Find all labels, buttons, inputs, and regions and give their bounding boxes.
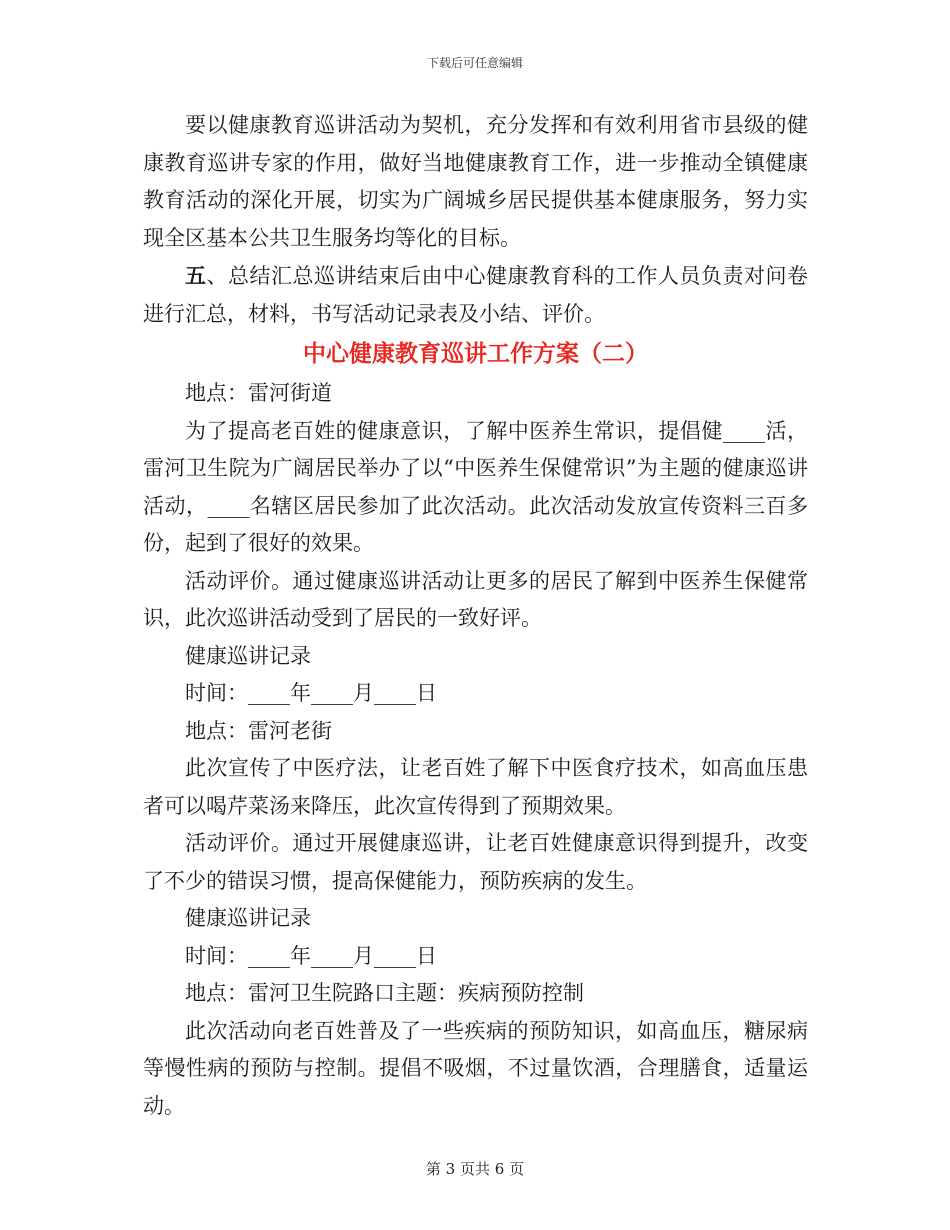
page-footer: 第 3 页共 6 页	[425, 1160, 525, 1178]
paragraph: 此次宣传了中医疗法，让老百姓了解下中医食疗技术，如高血压患者可以喝芹菜汤来降压，此次宣传得到了预期效果。	[143, 756, 808, 818]
paragraph: 要以健康教育巡讲活动为契机，充分发挥和有效利用省市县级的健康教育巡讲专家的作用，做好当地健康教育工作，进一步推动全镇健康教育活动的深化开展，切实为广阔城乡居民提供基本健康服务，努力实现全区基本公共卫生服务均等化的目标。	[143, 113, 808, 250]
section-five-paragraph	[143, 257, 808, 333]
section-title: 中心健康教育巡讲工作方案（二）	[303, 340, 648, 367]
location-line: 地点：雷河老街	[185, 718, 332, 743]
section-five-label: 五	[185, 263, 207, 288]
location-line: 地点：雷河卫生院路口主题：疾病预防控制	[185, 981, 584, 1005]
page-header: 下载后可任意编辑	[426, 56, 523, 70]
paragraph: 此次活动向老百姓普及了一些疾病的预防知识，如高血压，糖尿病等慢性病的预防与控制。提倡不吸烟，不过量饮酒，合理膳食，适量运动。	[143, 1018, 808, 1118]
section-five-text: 、总结汇总巡讲结束后由中心健康教育科的工作人员负责对问卷进行汇总，材料，书写活动记录表及小结、评价。	[143, 264, 808, 326]
paragraph: 活动评价。通过开展健康巡讲，让老百姓健康意识得到提升，改变了不少的错误习惯，提高保健能力，预防疾病的发生。	[143, 831, 808, 893]
time-line: 时间：____年____月____日	[185, 681, 437, 705]
location-line: 地点：雷河街道	[185, 381, 332, 405]
record-heading: 健康巡讲记录	[185, 906, 311, 930]
paragraph: 活动评价。通过健康巡讲活动让更多的居民了解到中医养生保健常识，此次巡讲活动受到了居民的一致好评。	[143, 568, 808, 630]
document-body	[143, 107, 808, 1125]
time-line: 时间：____年____月____日	[185, 943, 437, 968]
record-heading: 健康巡讲记录	[185, 643, 311, 668]
paragraph: 为了提高老百姓的健康意识，了解中医养生常识，提倡健____活，雷河卫生院为广阔居民举办了以“中医养生保健常识”为主题的健康巡讲活动，____名辖区居民参加了此次活动。此次活动发放宣传资料三百多份，起到了很好的效果。	[143, 418, 808, 555]
